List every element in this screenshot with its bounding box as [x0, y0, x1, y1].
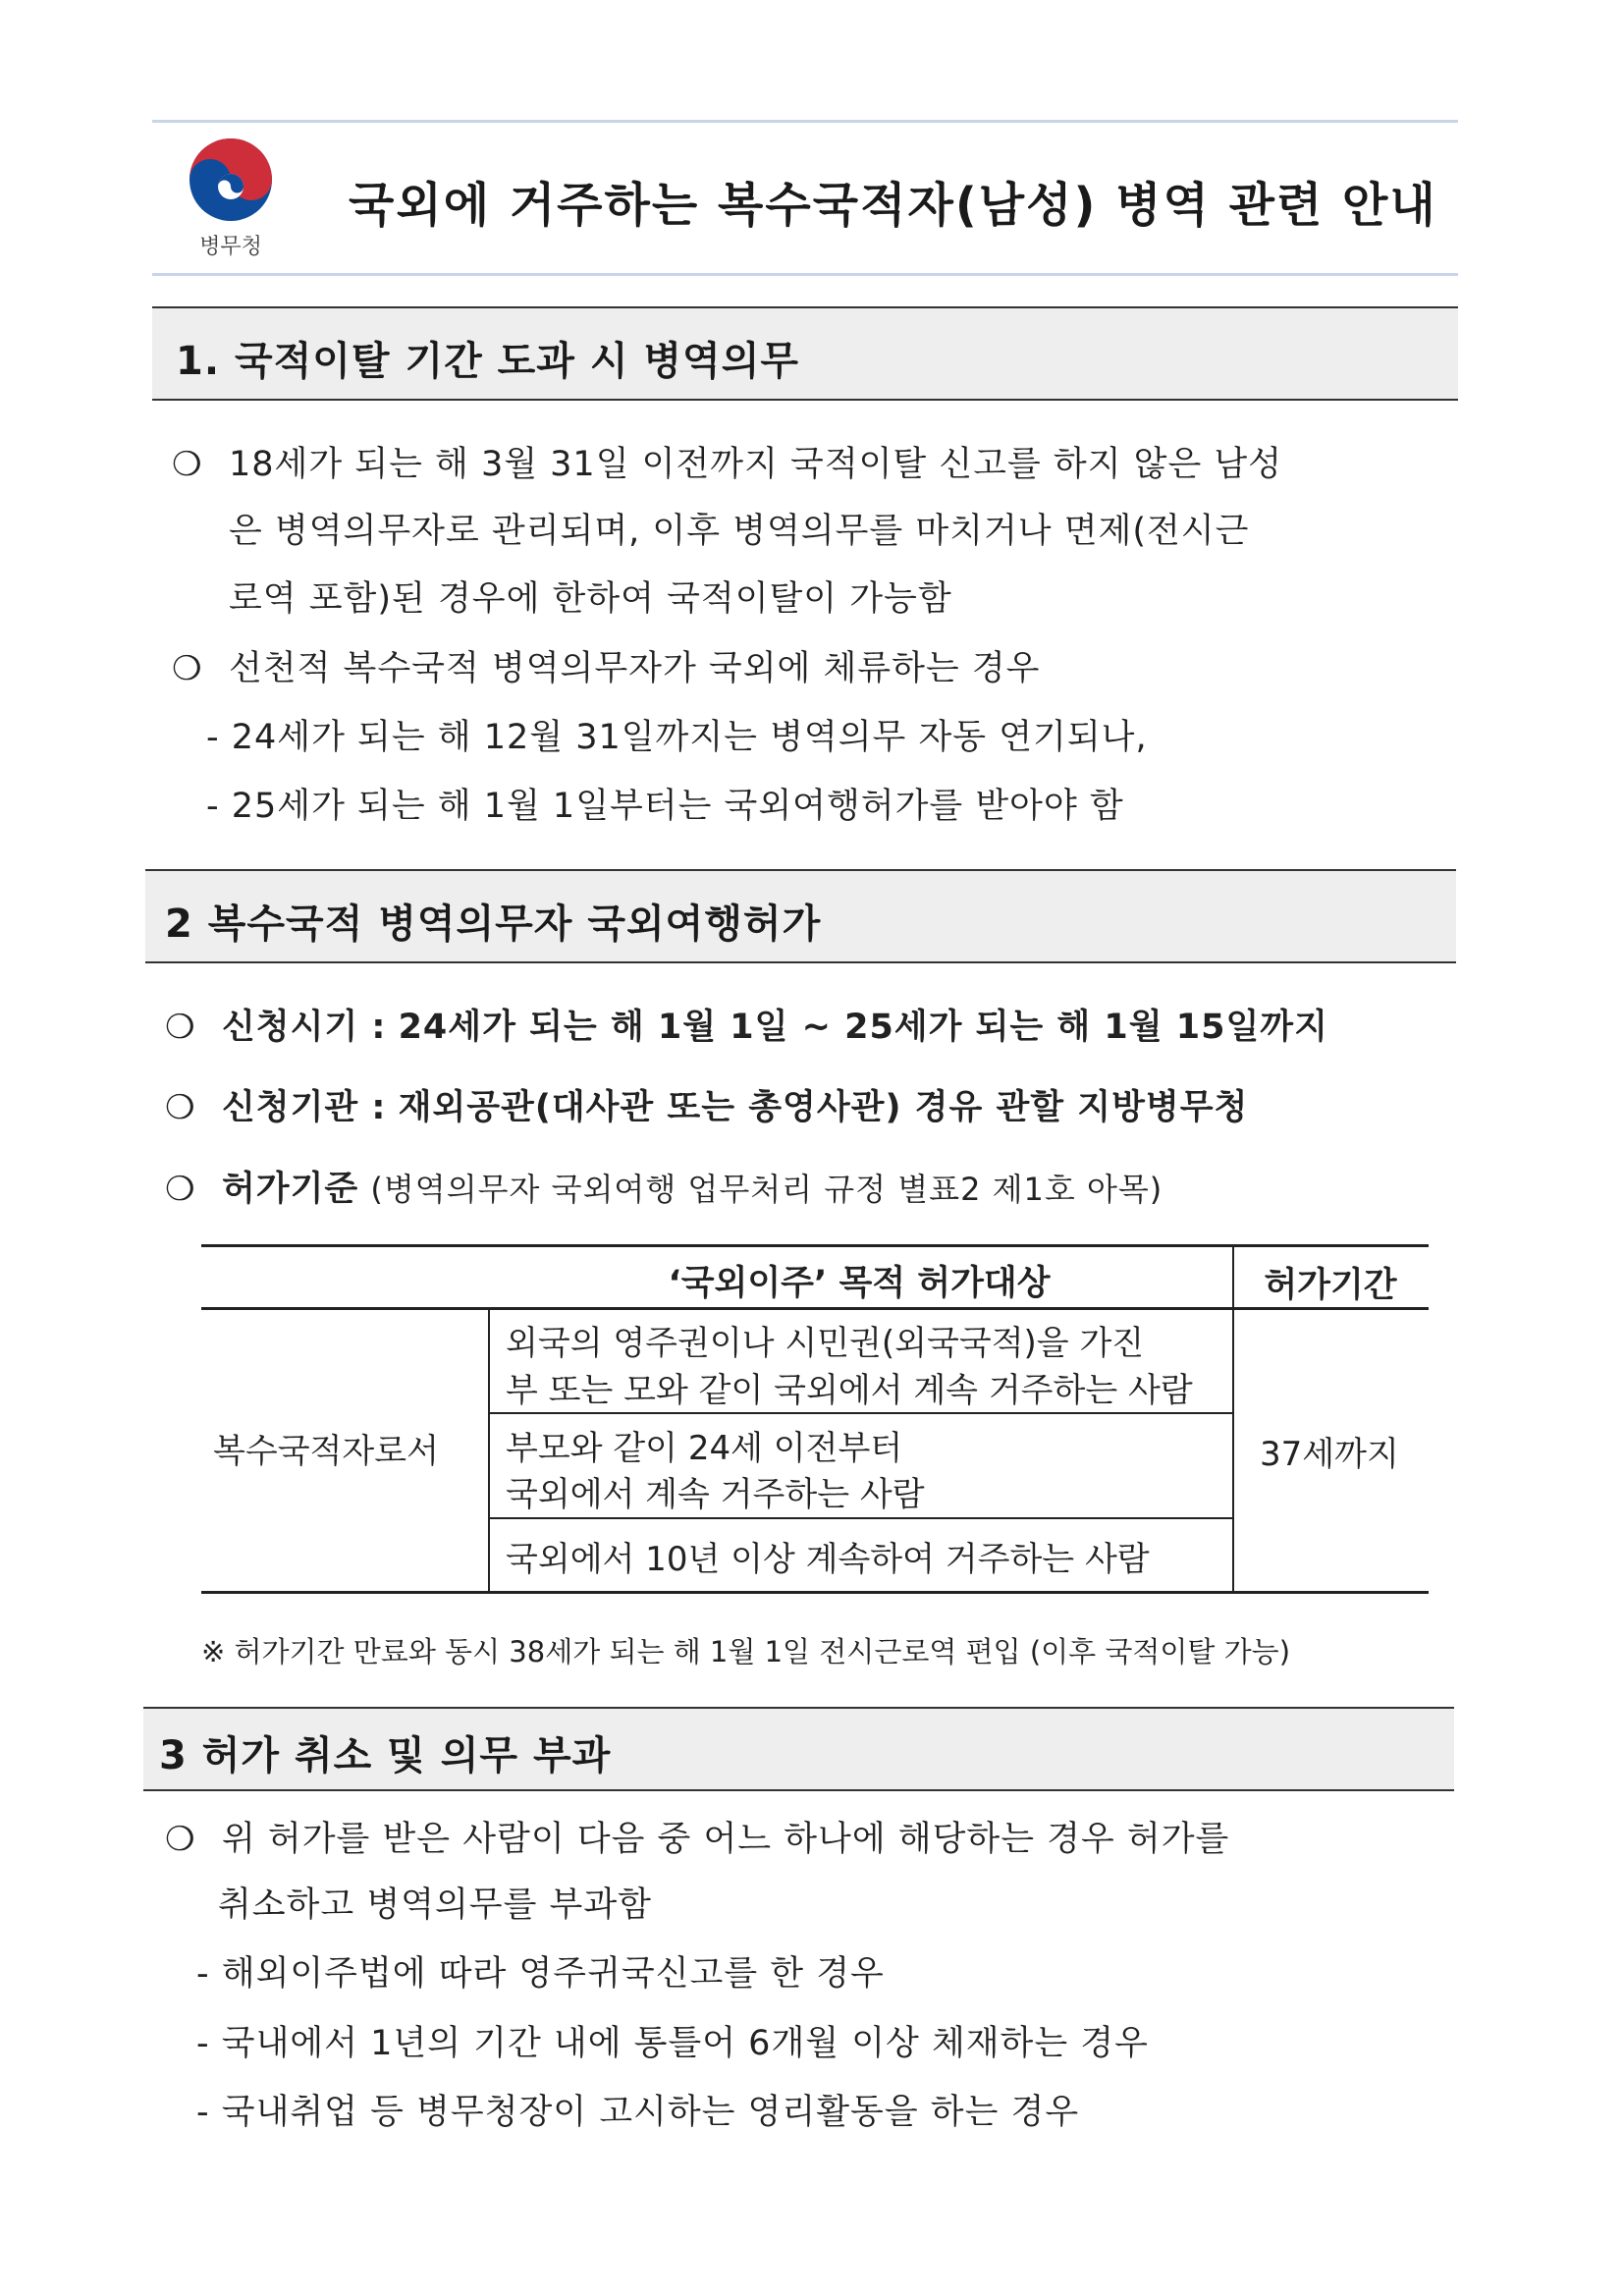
section-1-heading-bar: [152, 306, 1458, 401]
section-2-heading-bar: [145, 869, 1456, 963]
table-case-1-line-1: 외국의 영주권이나 시민권(외국국적)을 가진: [506, 1324, 1145, 1363]
section-2-item-application-office: ❍ 신청기관 : 재외공관(대사관 또는 총영사관) 경유 관할 지방병무청: [165, 1088, 1249, 1127]
table-case-3: 국외에서 10년 이상 계속하여 거주하는 사람: [506, 1540, 1150, 1579]
bullet-circle-icon: ❍: [172, 445, 203, 484]
item-label: 신청기관 :: [222, 1088, 387, 1127]
logo-label: 병무청: [199, 235, 262, 259]
bullet-circle-icon: ❍: [165, 1820, 196, 1859]
permit-criteria-table: [201, 1244, 1429, 1594]
mma-logo: [187, 136, 275, 260]
section-1-sub-item-2: - 25세가 되는 해 1월 1일부터는 국외여행허가를 받아야 함: [206, 787, 1124, 826]
section-3-sub-item-1: - 해외이주법에 따라 영주귀국신고를 한 경우: [196, 1954, 885, 1994]
table-case-2-line-2: 국외에서 계속 거주하는 사람: [506, 1475, 925, 1514]
bullet-circle-icon: ❍: [165, 1170, 196, 1209]
section-1-bullet-2: ❍ 선천적 복수국적 병역의무자가 국외에 체류하는 경우: [172, 649, 1041, 688]
table-header-target: ‘국외이주’ 목적 허가대상: [668, 1264, 1051, 1303]
section-1-heading: 1. 국적이탈 기간 도과 시 병역의무: [176, 339, 799, 384]
section-3-bullet-line-1: ❍ 위 허가를 받은 사람이 다음 중 어느 하나에 해당하는 경우 허가를: [165, 1820, 1230, 1859]
section-3-heading: 3 허가 취소 및 의무 부과: [159, 1733, 612, 1778]
table-case-1-line-2: 부 또는 모와 같이 국외에서 계속 거주하는 사람: [506, 1371, 1193, 1410]
section-1-sub-item-1: - 24세가 되는 해 12월 31일까지는 병역의무 자동 연기되나,: [206, 718, 1148, 757]
bullet-circle-icon: ❍: [172, 649, 203, 688]
header-bottom-rule: [152, 273, 1458, 276]
item-label: 허가기준: [222, 1170, 359, 1209]
section-3-bullet-line-2: 취소하고 병역의무를 부과함: [218, 1886, 652, 1925]
section-3-sub-item-2: - 국내에서 1년의 기간 내에 통틀어 6개월 이상 체재하는 경우: [196, 2024, 1149, 2063]
section-2-item-application-period: ❍ 신청시기 : 24세가 되는 해 1월 1일 ~ 25세가 되는 해 1월 15일까지: [165, 1008, 1328, 1047]
item-label: 신청시기 :: [222, 1008, 387, 1047]
table-top-rule: [201, 1244, 1429, 1247]
table-row-divider: [489, 1412, 1232, 1414]
section-2-item-permit-criteria: ❍ 허가기준 (병역의무자 국외여행 업무처리 규정 별표2 제1호 아목): [165, 1170, 1163, 1209]
table-row-divider: [489, 1517, 1232, 1519]
bullet-circle-icon: ❍: [165, 1088, 196, 1127]
document-title: 국외에 거주하는 복수국적자(남성) 병역 관련 안내: [349, 178, 1437, 233]
table-case-2-line-1: 부모와 같이 24세 이전부터: [506, 1429, 903, 1468]
section-3-heading-bar: [143, 1707, 1454, 1791]
bullet-circle-icon: ❍: [165, 1008, 196, 1047]
section-1-bullet-1-line-3: 로역 포함)된 경우에 한하여 국적이탈이 가능함: [229, 579, 952, 619]
table-column-divider: [488, 1309, 490, 1593]
table-row-label: 복수국적자로서: [213, 1432, 439, 1471]
taegeuk-emblem-icon: [187, 136, 275, 224]
permit-note: ※ 허가기간 만료와 동시 38세가 되는 해 1월 1일 전시근로역 편입 (이후 국적이탈 가능): [201, 1635, 1291, 1668]
section-1-bullet-1-line-1: ❍ 18세가 되는 해 3월 31일 이전까지 국적이탈 신고를 하지 않은 남성: [172, 445, 1283, 484]
table-header-rule: [201, 1307, 1429, 1310]
section-3-sub-item-3: - 국내취업 등 병무청장이 고시하는 영리활동을 하는 경우: [196, 2093, 1080, 2132]
table-header-period: 허가기간: [1264, 1266, 1397, 1305]
section-1-bullet-1-line-2: 은 병역의무자로 관리되며, 이후 병역의무를 마치거나 면제(전시근: [229, 512, 1250, 551]
section-2-heading: 2 복수국적 병역의무자 국외여행허가: [165, 902, 822, 947]
header-top-rule: [152, 120, 1458, 123]
table-bottom-rule: [201, 1591, 1429, 1594]
table-period-value: 37세까지: [1260, 1435, 1399, 1474]
